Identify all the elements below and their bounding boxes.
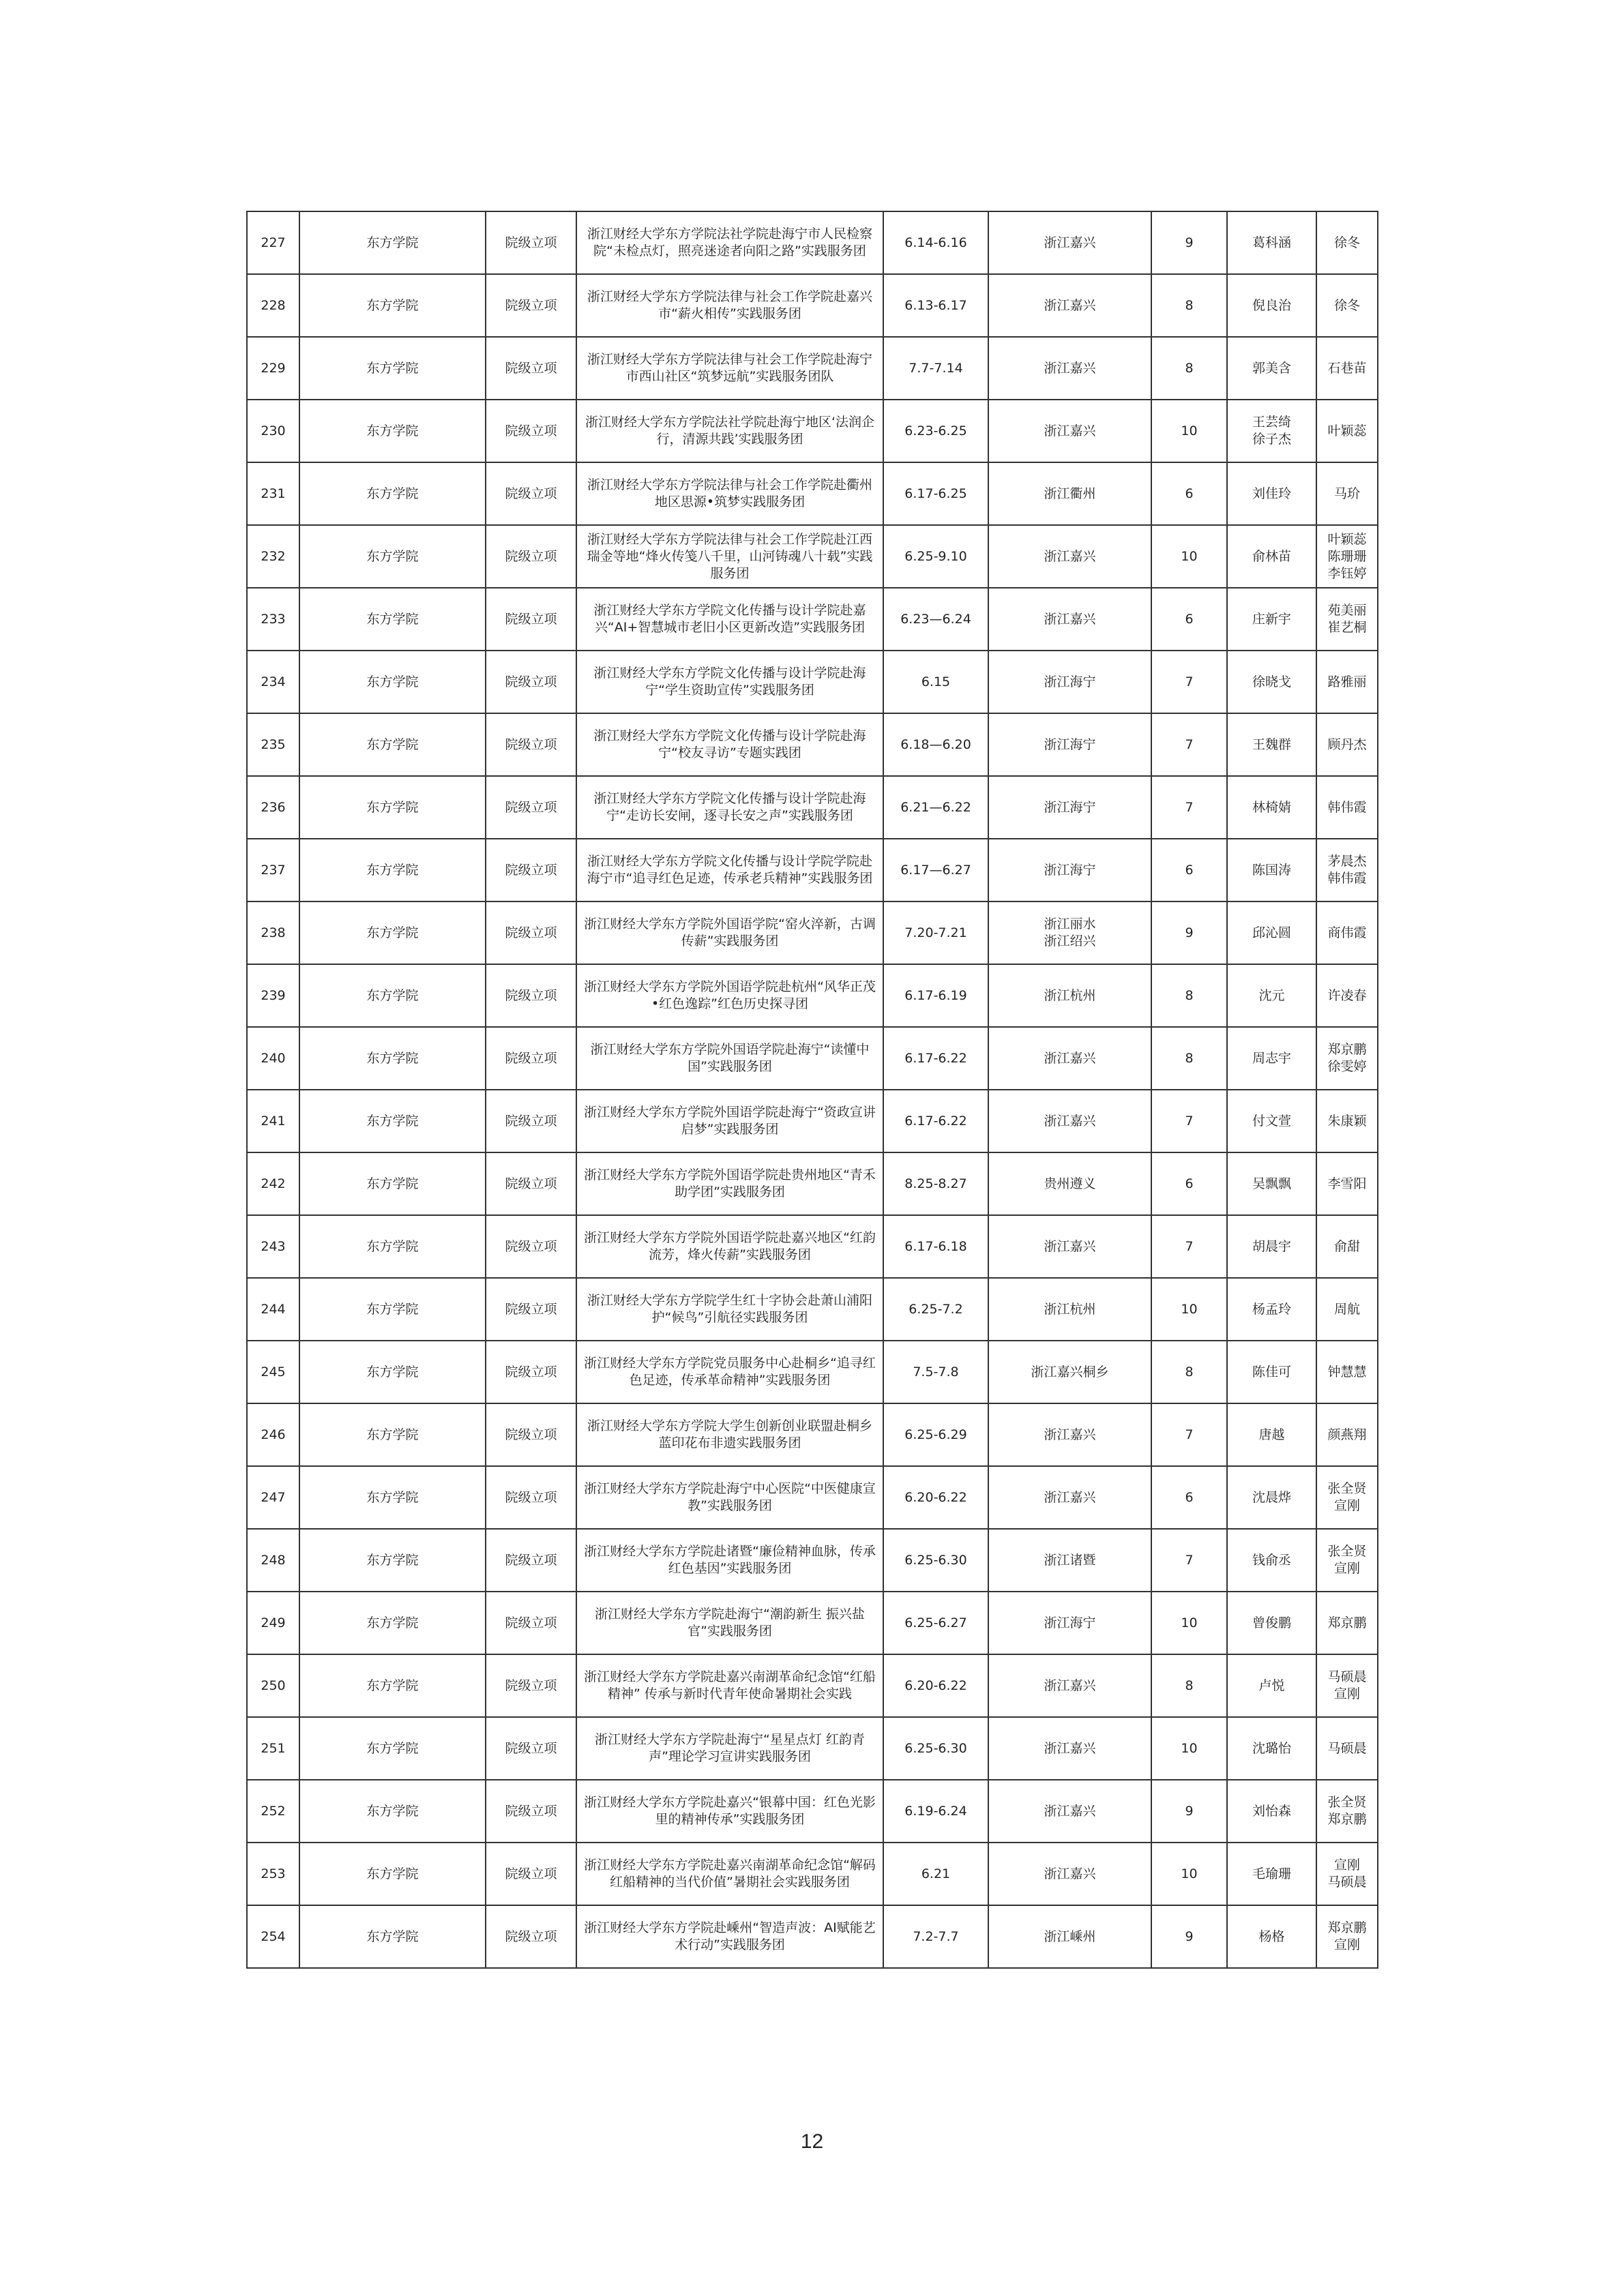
member-count-cell: 7	[1151, 713, 1227, 776]
row-number-cell: 244	[247, 1278, 299, 1341]
table-row	[247, 400, 1378, 462]
college-cell: 东方学院	[299, 525, 486, 588]
project-name-cell: 浙江财经大学东方学院赴嵊州“智造声波：AI赋能艺术行动”实践服务团	[576, 1905, 883, 1968]
member-count-cell: 10	[1151, 1843, 1227, 1905]
table-row	[247, 651, 1378, 713]
college-cell: 东方学院	[299, 901, 486, 964]
college-cell: 东方学院	[299, 1278, 486, 1341]
row-number-cell: 251	[247, 1717, 299, 1780]
place-cell: 浙江嘉兴	[988, 1215, 1151, 1278]
table-row	[247, 713, 1378, 776]
college-cell: 东方学院	[299, 1780, 486, 1843]
teacher-cell: 叶颖蕊 陈珊珊 李钰婷	[1316, 525, 1378, 588]
row-number-cell: 239	[247, 964, 299, 1027]
member-count-cell: 9	[1151, 901, 1227, 964]
member-count-cell: 8	[1151, 337, 1227, 400]
member-count-cell: 10	[1151, 400, 1227, 462]
member-count-cell: 6	[1151, 588, 1227, 651]
table-row	[247, 1403, 1378, 1466]
row-number-cell: 242	[247, 1152, 299, 1215]
leader-cell: 邱沁圆	[1227, 901, 1316, 964]
level-cell: 院级立项	[486, 901, 576, 964]
row-number-cell: 240	[247, 1027, 299, 1090]
date-cell: 6.13-6.17	[883, 274, 988, 337]
level-cell: 院级立项	[486, 1090, 576, 1152]
college-cell: 东方学院	[299, 588, 486, 651]
college-cell: 东方学院	[299, 776, 486, 839]
table-row	[247, 1466, 1378, 1529]
project-name-cell: 浙江财经大学东方学院法律与社会工作学院赴嘉兴市“薪火相传”实践服务团	[576, 274, 883, 337]
level-cell: 院级立项	[486, 1403, 576, 1466]
row-number-cell: 233	[247, 588, 299, 651]
date-cell: 6.25-6.27	[883, 1592, 988, 1654]
leader-cell: 王芸绮 徐子杰	[1227, 400, 1316, 462]
place-cell: 浙江嘉兴	[988, 1027, 1151, 1090]
place-cell: 浙江海宁	[988, 1592, 1151, 1654]
row-number-cell: 232	[247, 525, 299, 588]
place-cell: 贵州遵义	[988, 1152, 1151, 1215]
row-number-cell: 228	[247, 274, 299, 337]
teacher-cell: 张全贤 郑京鹏	[1316, 1780, 1378, 1843]
level-cell: 院级立项	[486, 462, 576, 525]
place-cell: 浙江嘉兴	[988, 211, 1151, 274]
row-number-cell: 238	[247, 901, 299, 964]
date-cell: 6.17—6.27	[883, 839, 988, 901]
college-cell: 东方学院	[299, 1717, 486, 1780]
teacher-cell: 徐冬	[1316, 274, 1378, 337]
date-cell: 7.2-7.7	[883, 1905, 988, 1968]
level-cell: 院级立项	[486, 1278, 576, 1341]
member-count-cell: 8	[1151, 1027, 1227, 1090]
leader-cell: 杨孟玲	[1227, 1278, 1316, 1341]
level-cell: 院级立项	[486, 1592, 576, 1654]
table-row	[247, 1152, 1378, 1215]
row-number-cell: 234	[247, 651, 299, 713]
date-cell: 6.17-6.22	[883, 1027, 988, 1090]
level-cell: 院级立项	[486, 1466, 576, 1529]
teacher-cell: 茅晨杰 韩伟霞	[1316, 839, 1378, 901]
project-name-cell: 浙江财经大学东方学院文化传播与设计学院赴海宁“校友寻访”专题实践团	[576, 713, 883, 776]
table-row	[247, 1654, 1378, 1717]
table-row	[247, 1843, 1378, 1905]
row-number-cell: 249	[247, 1592, 299, 1654]
level-cell: 院级立项	[486, 1027, 576, 1090]
level-cell: 院级立项	[486, 1843, 576, 1905]
place-cell: 浙江嵊州	[988, 1905, 1151, 1968]
project-name-cell: 浙江财经大学东方学院赴海宁中心医院“中医健康宣教”实践服务团	[576, 1466, 883, 1529]
teacher-cell: 周航	[1316, 1278, 1378, 1341]
leader-cell: 陈佳可	[1227, 1341, 1316, 1403]
row-number-cell: 243	[247, 1215, 299, 1278]
project-name-cell: 浙江财经大学东方学院外国语学院赴杭州“风华正茂•红色逸踪”红色历史探寻团	[576, 964, 883, 1027]
project-name-cell: 浙江财经大学东方学院赴嘉兴南湖革命纪念馆“红船精神” 传承与新时代青年使命暑期社会实践	[576, 1654, 883, 1717]
table-row	[247, 776, 1378, 839]
table-row	[247, 274, 1378, 337]
leader-cell: 胡晨宇	[1227, 1215, 1316, 1278]
teacher-cell: 马硕晨	[1316, 1717, 1378, 1780]
date-cell: 6.25-6.29	[883, 1403, 988, 1466]
member-count-cell: 8	[1151, 1654, 1227, 1717]
project-name-cell: 浙江财经大学东方学院法社学院赴海宁地区‘法润企行，清源共践’实践服务团	[576, 400, 883, 462]
leader-cell: 林椅婧	[1227, 776, 1316, 839]
teacher-cell: 徐冬	[1316, 211, 1378, 274]
teacher-cell: 叶颖蕊	[1316, 400, 1378, 462]
leader-cell: 庄新宇	[1227, 588, 1316, 651]
place-cell: 浙江嘉兴	[988, 337, 1151, 400]
place-cell: 浙江嘉兴	[988, 1403, 1151, 1466]
place-cell: 浙江海宁	[988, 713, 1151, 776]
page-number: 12	[800, 2130, 824, 2153]
level-cell: 院级立项	[486, 713, 576, 776]
project-name-cell: 浙江财经大学东方学院外国语学院赴海宁“资政宣讲启梦”实践服务团	[576, 1090, 883, 1152]
teacher-cell: 顾丹杰	[1316, 713, 1378, 776]
member-count-cell: 8	[1151, 964, 1227, 1027]
level-cell: 院级立项	[486, 1905, 576, 1968]
table-row	[247, 211, 1378, 274]
row-number-cell: 229	[247, 337, 299, 400]
leader-cell: 付文萱	[1227, 1090, 1316, 1152]
level-cell: 院级立项	[486, 211, 576, 274]
place-cell: 浙江嘉兴	[988, 1654, 1151, 1717]
date-cell: 6.14-6.16	[883, 211, 988, 274]
leader-cell: 刘怡森	[1227, 1780, 1316, 1843]
teacher-cell: 朱康颖	[1316, 1090, 1378, 1152]
place-cell: 浙江嘉兴	[988, 1780, 1151, 1843]
leader-cell: 俞林苗	[1227, 525, 1316, 588]
project-name-cell: 浙江财经大学东方学院党员服务中心赴桐乡“追寻红色足迹，传承革命精神”实践服务团	[576, 1341, 883, 1403]
member-count-cell: 7	[1151, 776, 1227, 839]
teacher-cell: 郑京鹏	[1316, 1592, 1378, 1654]
place-cell: 浙江诸暨	[988, 1529, 1151, 1592]
row-number-cell: 245	[247, 1341, 299, 1403]
college-cell: 东方学院	[299, 1152, 486, 1215]
college-cell: 东方学院	[299, 839, 486, 901]
level-cell: 院级立项	[486, 1152, 576, 1215]
college-cell: 东方学院	[299, 1529, 486, 1592]
member-count-cell: 7	[1151, 1090, 1227, 1152]
level-cell: 院级立项	[486, 588, 576, 651]
table-body	[247, 211, 1378, 1968]
teacher-cell: 郑京鹏 徐雯婷	[1316, 1027, 1378, 1090]
place-cell: 浙江衢州	[988, 462, 1151, 525]
member-count-cell: 7	[1151, 1529, 1227, 1592]
project-name-cell: 浙江财经大学东方学院法社学院赴海宁市人民检察院“未检点灯，照亮迷途者向阳之路”实践服务团	[576, 211, 883, 274]
leader-cell: 杨格	[1227, 1905, 1316, 1968]
level-cell: 院级立项	[486, 1215, 576, 1278]
row-number-cell: 247	[247, 1466, 299, 1529]
college-cell: 东方学院	[299, 1654, 486, 1717]
date-cell: 7.20-7.21	[883, 901, 988, 964]
member-count-cell: 10	[1151, 1278, 1227, 1341]
level-cell: 院级立项	[486, 274, 576, 337]
date-cell: 7.5-7.8	[883, 1341, 988, 1403]
date-cell: 6.17-6.18	[883, 1215, 988, 1278]
place-cell: 浙江嘉兴	[988, 1466, 1151, 1529]
leader-cell: 毛瑜珊	[1227, 1843, 1316, 1905]
leader-cell: 陈国涛	[1227, 839, 1316, 901]
row-number-cell: 237	[247, 839, 299, 901]
member-count-cell: 8	[1151, 274, 1227, 337]
teacher-cell: 宣刚 马硕晨	[1316, 1843, 1378, 1905]
date-cell: 6.21	[883, 1843, 988, 1905]
row-number-cell: 254	[247, 1905, 299, 1968]
level-cell: 院级立项	[486, 1780, 576, 1843]
project-name-cell: 浙江财经大学东方学院赴海宁“星星点灯 红韵青声”理论学习宣讲实践服务团	[576, 1717, 883, 1780]
table-row	[247, 1090, 1378, 1152]
teacher-cell: 石巷苗	[1316, 337, 1378, 400]
leader-cell: 沈元	[1227, 964, 1316, 1027]
project-name-cell: 浙江财经大学东方学院赴嘉兴南湖革命纪念馆“解码红船精神的当代价值”暑期社会实践服务团	[576, 1843, 883, 1905]
level-cell: 院级立项	[486, 839, 576, 901]
table-row	[247, 1215, 1378, 1278]
row-number-cell: 241	[247, 1090, 299, 1152]
teacher-cell: 马硕晨 宣刚	[1316, 1654, 1378, 1717]
project-name-cell: 浙江财经大学东方学院赴诸暨“廉俭精神血脉，传承红色基因”实践服务团	[576, 1529, 883, 1592]
table-row	[247, 839, 1378, 901]
teacher-cell: 苑美丽 崔艺桐	[1316, 588, 1378, 651]
table-row	[247, 588, 1378, 651]
level-cell: 院级立项	[486, 651, 576, 713]
place-cell: 浙江丽水 浙江绍兴	[988, 901, 1151, 964]
project-name-cell: 浙江财经大学东方学院外国语学院“窑火淬新，古调传薪”实践服务团	[576, 901, 883, 964]
leader-cell: 倪良治	[1227, 274, 1316, 337]
table-row	[247, 462, 1378, 525]
date-cell: 6.23-6.25	[883, 400, 988, 462]
date-cell: 6.25-6.30	[883, 1717, 988, 1780]
table-row	[247, 1278, 1378, 1341]
date-cell: 6.17-6.25	[883, 462, 988, 525]
leader-cell: 周志宇	[1227, 1027, 1316, 1090]
college-cell: 东方学院	[299, 1905, 486, 1968]
row-number-cell: 235	[247, 713, 299, 776]
place-cell: 浙江嘉兴桐乡	[988, 1341, 1151, 1403]
leader-cell: 郭美含	[1227, 337, 1316, 400]
row-number-cell: 246	[247, 1403, 299, 1466]
college-cell: 东方学院	[299, 1592, 486, 1654]
college-cell: 东方学院	[299, 1090, 486, 1152]
level-cell: 院级立项	[486, 400, 576, 462]
place-cell: 浙江海宁	[988, 839, 1151, 901]
college-cell: 东方学院	[299, 964, 486, 1027]
project-name-cell: 浙江财经大学东方学院法律与社会工作学院赴衢州地区思源•筑梦实践服务团	[576, 462, 883, 525]
row-number-cell: 230	[247, 400, 299, 462]
table-row	[247, 1717, 1378, 1780]
row-number-cell: 227	[247, 211, 299, 274]
place-cell: 浙江杭州	[988, 964, 1151, 1027]
teacher-cell: 路雅丽	[1316, 651, 1378, 713]
project-name-cell: 浙江财经大学东方学院文化传播与设计学院赴海宁“走访长安闸，逐寻长安之声”实践服务团	[576, 776, 883, 839]
date-cell: 6.20-6.22	[883, 1654, 988, 1717]
table-row	[247, 337, 1378, 400]
place-cell: 浙江海宁	[988, 776, 1151, 839]
project-name-cell: 浙江财经大学东方学院学生红十字协会赴萧山浦阳护“候鸟”引航径实践服务团	[576, 1278, 883, 1341]
row-number-cell: 231	[247, 462, 299, 525]
level-cell: 院级立项	[486, 776, 576, 839]
level-cell: 院级立项	[486, 1529, 576, 1592]
level-cell: 院级立项	[486, 337, 576, 400]
row-number-cell: 253	[247, 1843, 299, 1905]
row-number-cell: 236	[247, 776, 299, 839]
college-cell: 东方学院	[299, 1027, 486, 1090]
college-cell: 东方学院	[299, 1341, 486, 1403]
member-count-cell: 7	[1151, 1215, 1227, 1278]
member-count-cell: 9	[1151, 211, 1227, 274]
leader-cell: 钱俞丞	[1227, 1529, 1316, 1592]
project-name-cell: 浙江财经大学东方学院文化传播与设计学院赴海宁“学生资助宣传”实践服务团	[576, 651, 883, 713]
project-name-cell: 浙江财经大学东方学院赴海宁“潮韵新生 振兴盐官”实践服务团	[576, 1592, 883, 1654]
date-cell: 6.25-7.2	[883, 1278, 988, 1341]
teacher-cell: 郑京鹏 宣刚	[1316, 1905, 1378, 1968]
member-count-cell: 6	[1151, 1152, 1227, 1215]
table-row	[247, 1529, 1378, 1592]
college-cell: 东方学院	[299, 400, 486, 462]
date-cell: 6.21—6.22	[883, 776, 988, 839]
date-cell: 6.20-6.22	[883, 1466, 988, 1529]
place-cell: 浙江嘉兴	[988, 525, 1151, 588]
teacher-cell: 张全贤 宣刚	[1316, 1466, 1378, 1529]
member-count-cell: 6	[1151, 1466, 1227, 1529]
level-cell: 院级立项	[486, 1341, 576, 1403]
level-cell: 院级立项	[486, 1654, 576, 1717]
row-number-cell: 248	[247, 1529, 299, 1592]
college-cell: 东方学院	[299, 713, 486, 776]
project-name-cell: 浙江财经大学东方学院赴嘉兴“银幕中国：红色光影里的精神传承”实践服务团	[576, 1780, 883, 1843]
table-row	[247, 901, 1378, 964]
row-number-cell: 250	[247, 1654, 299, 1717]
place-cell: 浙江嘉兴	[988, 1717, 1151, 1780]
member-count-cell: 7	[1151, 1403, 1227, 1466]
level-cell: 院级立项	[486, 964, 576, 1027]
place-cell: 浙江嘉兴	[988, 274, 1151, 337]
teacher-cell: 商伟霞	[1316, 901, 1378, 964]
leader-cell: 卢悦	[1227, 1654, 1316, 1717]
college-cell: 东方学院	[299, 1403, 486, 1466]
leader-cell: 徐晓戈	[1227, 651, 1316, 713]
member-count-cell: 10	[1151, 1592, 1227, 1654]
date-cell: 6.25-6.30	[883, 1529, 988, 1592]
place-cell: 浙江嘉兴	[988, 1090, 1151, 1152]
table-row	[247, 1027, 1378, 1090]
place-cell: 浙江嘉兴	[988, 1843, 1151, 1905]
table-row	[247, 1341, 1378, 1403]
teacher-cell: 俞甜	[1316, 1215, 1378, 1278]
college-cell: 东方学院	[299, 337, 486, 400]
member-count-cell: 6	[1151, 462, 1227, 525]
college-cell: 东方学院	[299, 1215, 486, 1278]
date-cell: 6.19-6.24	[883, 1780, 988, 1843]
table-row	[247, 1780, 1378, 1843]
project-name-cell: 浙江财经大学东方学院外国语学院赴嘉兴地区“红韵流芳，烽火传薪”实践服务团	[576, 1215, 883, 1278]
project-name-cell: 浙江财经大学东方学院文化传播与设计学院学院赴海宁市“追寻红色足迹，传承老兵精神”实践服务团	[576, 839, 883, 901]
member-count-cell: 9	[1151, 1780, 1227, 1843]
project-name-cell: 浙江财经大学东方学院外国语学院赴贵州地区“青禾助学团”实践服务团	[576, 1152, 883, 1215]
project-name-cell: 浙江财经大学东方学院大学生创新创业联盟赴桐乡蓝印花布非遗实践服务团	[576, 1403, 883, 1466]
member-count-cell: 10	[1151, 525, 1227, 588]
member-count-cell: 7	[1151, 651, 1227, 713]
member-count-cell: 9	[1151, 1905, 1227, 1968]
place-cell: 浙江杭州	[988, 1278, 1151, 1341]
college-cell: 东方学院	[299, 1466, 486, 1529]
place-cell: 浙江嘉兴	[988, 400, 1151, 462]
project-name-cell: 浙江财经大学东方学院法律与社会工作学院赴江西瑞金等地“烽火传笺八千里，山河铸魂八十载”实践服务团	[576, 525, 883, 588]
date-cell: 6.23—6.24	[883, 588, 988, 651]
table-row	[247, 964, 1378, 1027]
date-cell: 8.25-8.27	[883, 1152, 988, 1215]
teacher-cell: 马玠	[1316, 462, 1378, 525]
project-name-cell: 浙江财经大学东方学院外国语学院赴海宁“读懂中国”实践服务团	[576, 1027, 883, 1090]
leader-cell: 曾俊鹏	[1227, 1592, 1316, 1654]
leader-cell: 王魏群	[1227, 713, 1316, 776]
level-cell: 院级立项	[486, 1717, 576, 1780]
date-cell: 6.25-9.10	[883, 525, 988, 588]
table-row	[247, 525, 1378, 588]
leader-cell: 沈晨烨	[1227, 1466, 1316, 1529]
table-row	[247, 1905, 1378, 1968]
project-name-cell: 浙江财经大学东方学院法律与社会工作学院赴海宁市西山社区“筑梦远航”实践服务团队	[576, 337, 883, 400]
teacher-cell: 颜燕翔	[1316, 1403, 1378, 1466]
level-cell: 院级立项	[486, 525, 576, 588]
member-count-cell: 8	[1151, 1341, 1227, 1403]
date-cell: 6.18—6.20	[883, 713, 988, 776]
project-name-cell: 浙江财经大学东方学院文化传播与设计学院赴嘉兴“AI+智慧城市老旧小区更新改造”实践服务团	[576, 588, 883, 651]
date-cell: 7.7-7.14	[883, 337, 988, 400]
leader-cell: 葛科涵	[1227, 211, 1316, 274]
leader-cell: 唐越	[1227, 1403, 1316, 1466]
college-cell: 东方学院	[299, 1843, 486, 1905]
date-cell: 6.17-6.22	[883, 1090, 988, 1152]
member-count-cell: 6	[1151, 839, 1227, 901]
row-number-cell: 252	[247, 1780, 299, 1843]
date-cell: 6.15	[883, 651, 988, 713]
teacher-cell: 李雪阳	[1316, 1152, 1378, 1215]
college-cell: 东方学院	[299, 651, 486, 713]
date-cell: 6.17-6.19	[883, 964, 988, 1027]
table-row	[247, 1592, 1378, 1654]
teacher-cell: 钟慧慧	[1316, 1341, 1378, 1403]
leader-cell: 沈璐怡	[1227, 1717, 1316, 1780]
place-cell: 浙江海宁	[988, 651, 1151, 713]
project-table	[246, 211, 1378, 1969]
teacher-cell: 韩伟霞	[1316, 776, 1378, 839]
teacher-cell: 张全贤 宣刚	[1316, 1529, 1378, 1592]
leader-cell: 吴飘飘	[1227, 1152, 1316, 1215]
college-cell: 东方学院	[299, 274, 486, 337]
place-cell: 浙江嘉兴	[988, 588, 1151, 651]
college-cell: 东方学院	[299, 462, 486, 525]
college-cell: 东方学院	[299, 211, 486, 274]
leader-cell: 刘佳玲	[1227, 462, 1316, 525]
teacher-cell: 许凌春	[1316, 964, 1378, 1027]
member-count-cell: 10	[1151, 1717, 1227, 1780]
